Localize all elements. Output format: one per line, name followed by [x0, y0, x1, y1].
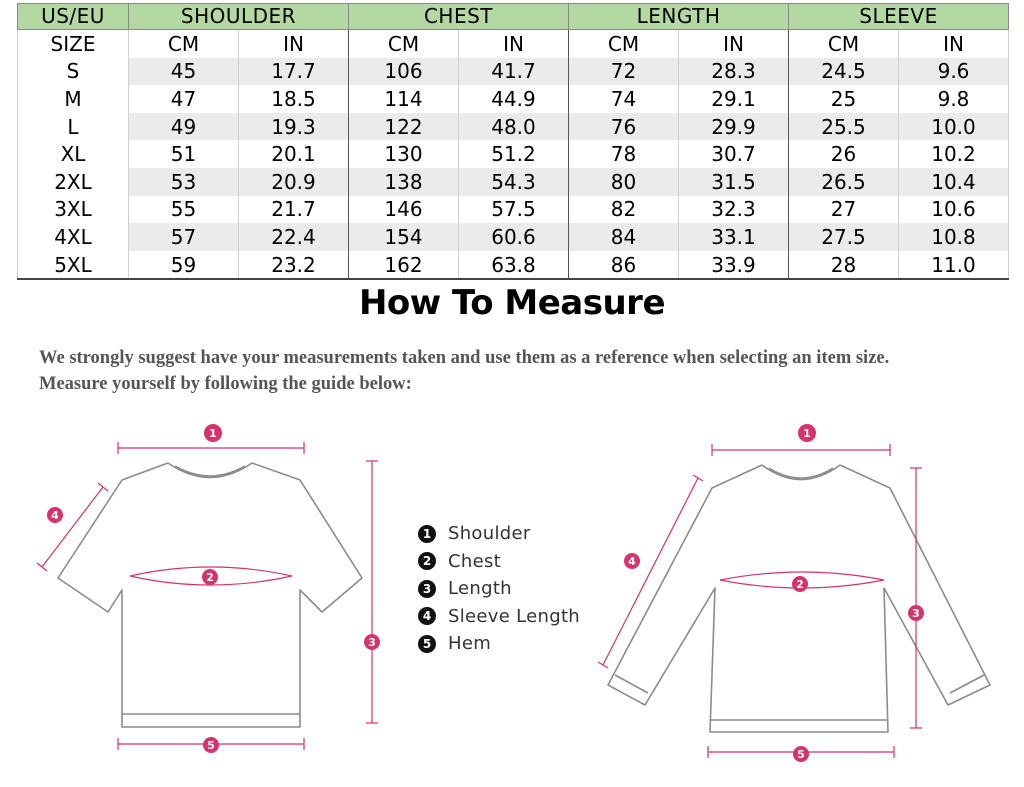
badge-5-icon — [203, 737, 219, 753]
table-cell: 49 — [129, 113, 239, 141]
badge-3-icon — [364, 634, 380, 650]
table-cell: 47 — [129, 85, 239, 113]
table-cell: 33.1 — [679, 223, 789, 251]
size-cell: 3XL — [18, 196, 129, 224]
table-row — [18, 140, 1009, 168]
size-chart-body — [18, 4, 1009, 280]
svg-text:1: 1 — [209, 427, 217, 440]
table-cell: 22.4 — [239, 223, 349, 251]
table-row — [18, 251, 1009, 280]
table-cell: 54.3 — [459, 168, 569, 196]
legend-label: Hem — [448, 633, 492, 655]
svg-text:4: 4 — [628, 555, 636, 568]
table-cell: 24.5 — [789, 58, 899, 86]
table-cell: 28 — [789, 251, 899, 280]
table-cell: 138 — [349, 168, 459, 196]
badge-1-icon — [798, 424, 816, 442]
table-cell: 27 — [789, 196, 899, 224]
legend-number-2-icon: 2 — [418, 552, 436, 570]
unit-in-cell: IN — [679, 30, 789, 58]
unit-in-cell: IN — [459, 30, 569, 58]
table-cell: 9.8 — [899, 85, 1009, 113]
table-cell: 10.2 — [899, 140, 1009, 168]
table-cell: 57.5 — [459, 196, 569, 224]
table-cell: 59 — [129, 251, 239, 280]
table-cell: 10.8 — [899, 223, 1009, 251]
table-cell: 32.3 — [679, 196, 789, 224]
table-cell: 45 — [129, 58, 239, 86]
legend-label: Shoulder — [448, 523, 531, 545]
svg-text:5: 5 — [207, 739, 215, 752]
table-cell: 23.2 — [239, 251, 349, 280]
badge-3-icon — [908, 605, 924, 621]
unit-cm-cell: CM — [569, 30, 679, 58]
svg-text:3: 3 — [368, 636, 376, 649]
tshirt-outline — [58, 463, 362, 727]
table-cell: 30.7 — [679, 140, 789, 168]
table-row — [18, 85, 1009, 113]
table-cell: 162 — [349, 251, 459, 280]
table-cell: 51.2 — [459, 140, 569, 168]
size-cell: XL — [18, 140, 129, 168]
measure-legend — [418, 520, 580, 658]
table-group-header-row — [18, 4, 1009, 30]
intro-text-line-1: We strongly suggest have your measurements taken and use them as a reference when selecting an item size. — [39, 348, 890, 368]
unit-cm-cell: CM — [129, 30, 239, 58]
table-cell: 10.0 — [899, 113, 1009, 141]
size-cell: M — [18, 85, 129, 113]
table-cell: 18.5 — [239, 85, 349, 113]
table-cell: 51 — [129, 140, 239, 168]
table-cell: 17.7 — [239, 58, 349, 86]
svg-text:2: 2 — [206, 571, 214, 584]
svg-text:4: 4 — [51, 509, 59, 522]
table-cell: 29.1 — [679, 85, 789, 113]
svg-text:5: 5 — [797, 748, 805, 761]
table-cell: 10.6 — [899, 196, 1009, 224]
legend-number-1-icon: 1 — [418, 525, 436, 543]
longsleeve-measure-marks — [598, 444, 922, 758]
table-cell: 122 — [349, 113, 459, 141]
unit-in-cell: IN — [239, 30, 349, 58]
table-cell: 82 — [569, 196, 679, 224]
table-cell: 25 — [789, 85, 899, 113]
svg-text:3: 3 — [912, 607, 920, 620]
table-cell: 86 — [569, 251, 679, 280]
longsleeve-measure-diagram — [590, 400, 1024, 787]
table-cell: 55 — [129, 196, 239, 224]
group-header-length: LENGTH — [569, 4, 789, 30]
legend-item-chest — [418, 548, 580, 576]
badge-5-icon — [793, 746, 809, 762]
legend-item-shoulder — [418, 520, 580, 548]
table-cell: 29.9 — [679, 113, 789, 141]
table-row — [18, 196, 1009, 224]
size-cell: 5XL — [18, 251, 129, 280]
legend-label: Sleeve Length — [448, 605, 581, 627]
size-label-cell: SIZE — [18, 30, 129, 58]
table-cell: 53 — [129, 168, 239, 196]
table-cell: 114 — [349, 85, 459, 113]
badge-2-icon — [202, 569, 218, 585]
legend-number-4-icon: 4 — [418, 607, 436, 625]
table-cell: 21.7 — [239, 196, 349, 224]
svg-text:1: 1 — [803, 427, 811, 440]
table-cell: 20.9 — [239, 168, 349, 196]
table-cell: 25.5 — [789, 113, 899, 141]
table-cell: 10.4 — [899, 168, 1009, 196]
table-cell: 41.7 — [459, 58, 569, 86]
table-cell: 60.6 — [459, 223, 569, 251]
badge-1-icon — [204, 424, 222, 442]
table-cell: 78 — [569, 140, 679, 168]
size-cell: 4XL — [18, 223, 129, 251]
size-cell: 2XL — [18, 168, 129, 196]
size-cell: L — [18, 113, 129, 141]
table-cell: 74 — [569, 85, 679, 113]
unit-cm-cell: CM — [789, 30, 899, 58]
legend-label: Length — [448, 578, 512, 600]
group-header-sleeve: SLEEVE — [789, 4, 1009, 30]
table-cell: 28.3 — [679, 58, 789, 86]
tshirt-measure-marks — [37, 442, 378, 750]
table-cell: 20.1 — [239, 140, 349, 168]
legend-item-sleeve-length — [418, 603, 580, 631]
longsleeve-outline — [608, 465, 990, 732]
corner-cell: US/EU — [18, 4, 129, 30]
table-cell: 72 — [569, 58, 679, 86]
table-cell: 19.3 — [239, 113, 349, 141]
unit-in-cell: IN — [899, 30, 1009, 58]
size-cell: S — [18, 58, 129, 86]
table-row — [18, 58, 1009, 86]
table-cell: 146 — [349, 196, 459, 224]
table-cell: 76 — [569, 113, 679, 141]
legend-item-hem — [418, 630, 580, 658]
badge-4-icon — [47, 507, 63, 523]
badge-2-icon — [792, 576, 808, 592]
legend-number-3-icon: 3 — [418, 580, 436, 598]
badge-4-icon — [624, 553, 640, 569]
table-cell: 44.9 — [459, 85, 569, 113]
tshirt-measure-diagram — [0, 400, 420, 787]
table-cell: 130 — [349, 140, 459, 168]
svg-text:2: 2 — [796, 578, 804, 591]
table-cell: 63.8 — [459, 251, 569, 280]
group-header-shoulder: SHOULDER — [129, 4, 349, 30]
table-cell: 26 — [789, 140, 899, 168]
unit-cm-cell: CM — [349, 30, 459, 58]
size-chart-table — [17, 3, 1009, 280]
table-cell: 33.9 — [679, 251, 789, 280]
table-cell: 26.5 — [789, 168, 899, 196]
table-cell: 154 — [349, 223, 459, 251]
table-cell: 31.5 — [679, 168, 789, 196]
table-row — [18, 168, 1009, 196]
intro-text-line-2: Measure yourself by following the guide below: — [39, 374, 412, 394]
legend-item-length — [418, 575, 580, 603]
table-cell: 27.5 — [789, 223, 899, 251]
table-cell: 84 — [569, 223, 679, 251]
group-header-chest: CHEST — [349, 4, 569, 30]
table-cell: 9.6 — [899, 58, 1009, 86]
legend-number-5-icon: 5 — [418, 635, 436, 653]
table-cell: 11.0 — [899, 251, 1009, 280]
table-unit-row — [18, 30, 1009, 58]
table-cell: 80 — [569, 168, 679, 196]
table-row — [18, 223, 1009, 251]
table-cell: 57 — [129, 223, 239, 251]
table-row — [18, 113, 1009, 141]
legend-label: Chest — [448, 550, 501, 572]
how-to-measure-title: How To Measure — [358, 283, 666, 323]
table-cell: 106 — [349, 58, 459, 86]
table-cell: 48.0 — [459, 113, 569, 141]
